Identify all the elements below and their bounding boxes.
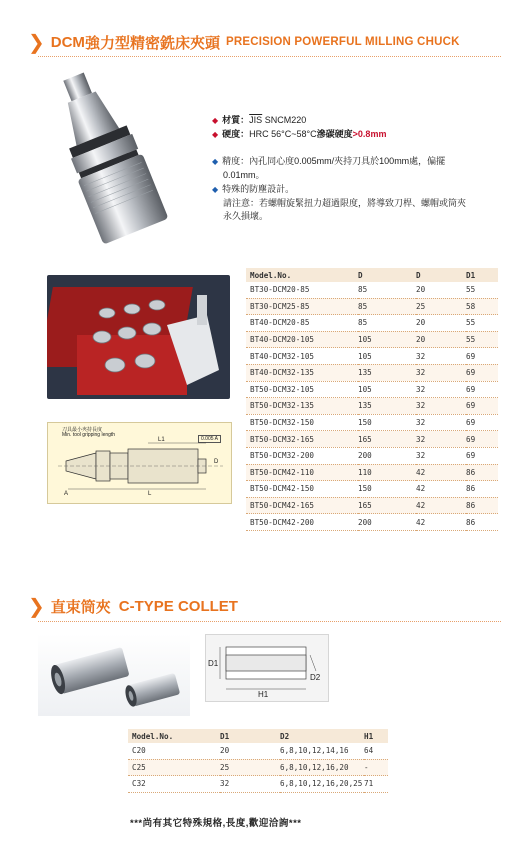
table-row bbox=[246, 447, 498, 464]
table-cell: C20 bbox=[128, 743, 220, 759]
table-row bbox=[246, 315, 498, 332]
table-header-row bbox=[128, 729, 388, 743]
col-header-model: Model.No. bbox=[128, 729, 220, 743]
table-cell: 105 bbox=[358, 331, 416, 348]
diamond-blue-icon: ◆ bbox=[212, 157, 219, 166]
table-cell: 32 bbox=[416, 431, 466, 448]
table-cell: 20 bbox=[416, 331, 466, 348]
table-cell: BT50-DCM42-200 bbox=[246, 514, 358, 531]
table-row bbox=[246, 381, 498, 398]
col-header-d1: D1 bbox=[466, 268, 498, 282]
table-cell: 32 bbox=[416, 348, 466, 365]
chevron-right-icon: ❯ bbox=[28, 594, 45, 618]
table-cell: C25 bbox=[128, 759, 220, 776]
divider bbox=[38, 621, 501, 622]
divider bbox=[38, 56, 501, 57]
table-cell: 135 bbox=[358, 398, 416, 415]
diamond-red-icon: ◆ bbox=[212, 116, 219, 125]
table-cell: 42 bbox=[416, 481, 466, 498]
table-cell: 32 bbox=[416, 414, 466, 431]
spec-dustproof: ◆ 特殊的防塵設計。 bbox=[212, 184, 295, 194]
table-cell: 42 bbox=[416, 464, 466, 481]
title-cn: 強力型精密銑床夾頭 bbox=[84, 34, 220, 52]
table-cell: 200 bbox=[358, 447, 416, 464]
section-header-collet bbox=[28, 594, 238, 618]
title-en: C-TYPE COLLET bbox=[118, 597, 238, 615]
table-row bbox=[246, 414, 498, 431]
table-cell: BT50-DCM42-110 bbox=[246, 464, 358, 481]
col-header-d: D bbox=[416, 268, 466, 282]
table-cell: 55 bbox=[466, 331, 498, 348]
chuck-drawing bbox=[47, 422, 232, 504]
table-cell: 86 bbox=[466, 464, 498, 481]
table-row bbox=[246, 497, 498, 514]
table-cell: 71 bbox=[364, 776, 388, 793]
table-cell: BT40-DCM20-85 bbox=[246, 315, 358, 332]
table-cell: BT40-DCM20-105 bbox=[246, 331, 358, 348]
table-cell: C32 bbox=[128, 776, 220, 793]
footer-note: ***尚有其它特殊規格,長度,歡迎洽詢*** bbox=[130, 818, 302, 829]
table-row bbox=[246, 331, 498, 348]
table-cell: 85 bbox=[358, 298, 416, 315]
table-cell: 150 bbox=[358, 481, 416, 498]
table-cell: 69 bbox=[466, 447, 498, 464]
table-cell: BT50-DCM32-200 bbox=[246, 447, 358, 464]
table-cell: 64 bbox=[364, 743, 388, 759]
table-row bbox=[246, 282, 498, 298]
table-cell: 86 bbox=[466, 514, 498, 531]
dim-d2: D2 bbox=[310, 673, 321, 682]
table-cell: 32 bbox=[416, 447, 466, 464]
table-row bbox=[246, 464, 498, 481]
table-cell: 69 bbox=[466, 364, 498, 381]
dim-h1: H1 bbox=[258, 690, 269, 699]
table-cell: 55 bbox=[466, 315, 498, 332]
table-cell: 20 bbox=[220, 743, 280, 759]
section-header-milling-chuck bbox=[28, 30, 460, 54]
table-cell: BT50-DCM42-165 bbox=[246, 497, 358, 514]
table-row bbox=[128, 776, 388, 793]
table-cell: 58 bbox=[466, 298, 498, 315]
table-cell: 85 bbox=[358, 282, 416, 298]
table-row bbox=[246, 298, 498, 315]
col-header-model: Model.No. bbox=[246, 268, 358, 282]
spec-precision-cont: 0.01mm。 bbox=[223, 170, 265, 180]
table-cell: BT50-DCM42-150 bbox=[246, 481, 358, 498]
table-row bbox=[246, 514, 498, 531]
collet-drawing bbox=[205, 634, 329, 702]
table-cell: 200 bbox=[358, 514, 416, 531]
table-cell: 69 bbox=[466, 348, 498, 365]
min-grip-label-en: Min. tool gripping length bbox=[62, 432, 116, 438]
spec-material: ◆ 材質：$\overline{JIS}$ SNCM220 bbox=[212, 115, 307, 125]
dim-l: L bbox=[148, 491, 152, 497]
table-cell: 69 bbox=[466, 398, 498, 415]
table-row bbox=[246, 348, 498, 365]
datum-a: A bbox=[64, 491, 69, 497]
spec-hardness: ◆ 硬度：HRC 56°C~58°C滲碳硬度>0.8mm bbox=[212, 129, 387, 139]
table-cell: 69 bbox=[466, 414, 498, 431]
table-cell: 42 bbox=[416, 514, 466, 531]
min-grip-label: 刀具最小夾持長度 bbox=[62, 427, 103, 433]
collet-spec-table bbox=[128, 729, 388, 793]
col-header-h1: H1 bbox=[364, 729, 388, 743]
diamond-blue-icon: ◆ bbox=[212, 185, 219, 194]
dim-d: D bbox=[214, 459, 219, 465]
table-cell: 165 bbox=[358, 431, 416, 448]
spec-caution-cont: 永久損壞。 bbox=[223, 211, 269, 221]
milling-chuck-image bbox=[30, 64, 190, 254]
table-cell: 105 bbox=[358, 348, 416, 365]
diamond-red-icon: ◆ bbox=[212, 130, 219, 139]
table-cell: 55 bbox=[466, 282, 498, 298]
title-en: PRECISION POWERFUL MILLING CHUCK bbox=[225, 36, 460, 48]
table-cell: 25 bbox=[416, 298, 466, 315]
tolerance-box: 0.005 A bbox=[198, 435, 221, 443]
table-header-row bbox=[246, 268, 498, 282]
col-header-d1: D1 bbox=[220, 729, 280, 743]
table-row bbox=[246, 431, 498, 448]
table-cell: 165 bbox=[358, 497, 416, 514]
title-cn: 直束筒夾 bbox=[50, 598, 111, 616]
table-cell: BT50-DCM32-165 bbox=[246, 431, 358, 448]
table-cell: - bbox=[364, 759, 388, 776]
table-row bbox=[128, 743, 388, 759]
table-cell: BT40-DCM32-135 bbox=[246, 364, 358, 381]
table-cell: 110 bbox=[358, 464, 416, 481]
table-row bbox=[246, 481, 498, 498]
table-cell: BT50-DCM32-135 bbox=[246, 398, 358, 415]
title-prefix: DCM bbox=[50, 33, 85, 51]
table-cell: BT40-DCM32-105 bbox=[246, 348, 358, 365]
table-cell: 69 bbox=[466, 431, 498, 448]
table-cell: 32 bbox=[416, 364, 466, 381]
table-cell: BT50-DCM32-105 bbox=[246, 381, 358, 398]
collet-photo bbox=[38, 634, 190, 716]
table-cell: 69 bbox=[466, 381, 498, 398]
table-cell: 6,8,10,12,16,20,25 bbox=[280, 776, 364, 793]
table-cell: BT30-DCM25-85 bbox=[246, 298, 358, 315]
table-cell: 20 bbox=[416, 282, 466, 298]
table-cell: 86 bbox=[466, 481, 498, 498]
chuck-spec-table bbox=[246, 268, 498, 531]
spec-caution: 請注意：若螺帽旋緊扭力超過限度，將導致刀桿、螺帽或筒夾 bbox=[223, 198, 467, 208]
chevron-right-icon: ❯ bbox=[28, 30, 45, 54]
table-cell: 6,8,10,12,14,16 bbox=[280, 743, 364, 759]
table-cell: 20 bbox=[416, 315, 466, 332]
table-row bbox=[246, 398, 498, 415]
col-header-d2: D2 bbox=[280, 729, 364, 743]
table-cell: 105 bbox=[358, 381, 416, 398]
table-cell: 86 bbox=[466, 497, 498, 514]
table-cell: 32 bbox=[416, 398, 466, 415]
table-cell: BT50-DCM32-150 bbox=[246, 414, 358, 431]
dim-l1: L1 bbox=[158, 437, 165, 443]
table-cell: 25 bbox=[220, 759, 280, 776]
table-cell: 32 bbox=[220, 776, 280, 793]
table-cell: 32 bbox=[416, 381, 466, 398]
collet-kit-photo bbox=[47, 275, 230, 399]
table-cell: 85 bbox=[358, 315, 416, 332]
table-row bbox=[246, 364, 498, 381]
table-cell: BT30-DCM20-85 bbox=[246, 282, 358, 298]
dim-d1: D1 bbox=[208, 659, 219, 668]
table-cell: 150 bbox=[358, 414, 416, 431]
col-header-d: D bbox=[358, 268, 416, 282]
spec-precision: ◆ 精度：內孔同心度0.005mm/夾持刀具於100mm處，偏擺 bbox=[212, 156, 446, 166]
table-cell: 42 bbox=[416, 497, 466, 514]
table-row bbox=[128, 759, 388, 776]
table-cell: 135 bbox=[358, 364, 416, 381]
table-cell: 6,8,10,12,16,20 bbox=[280, 759, 364, 776]
